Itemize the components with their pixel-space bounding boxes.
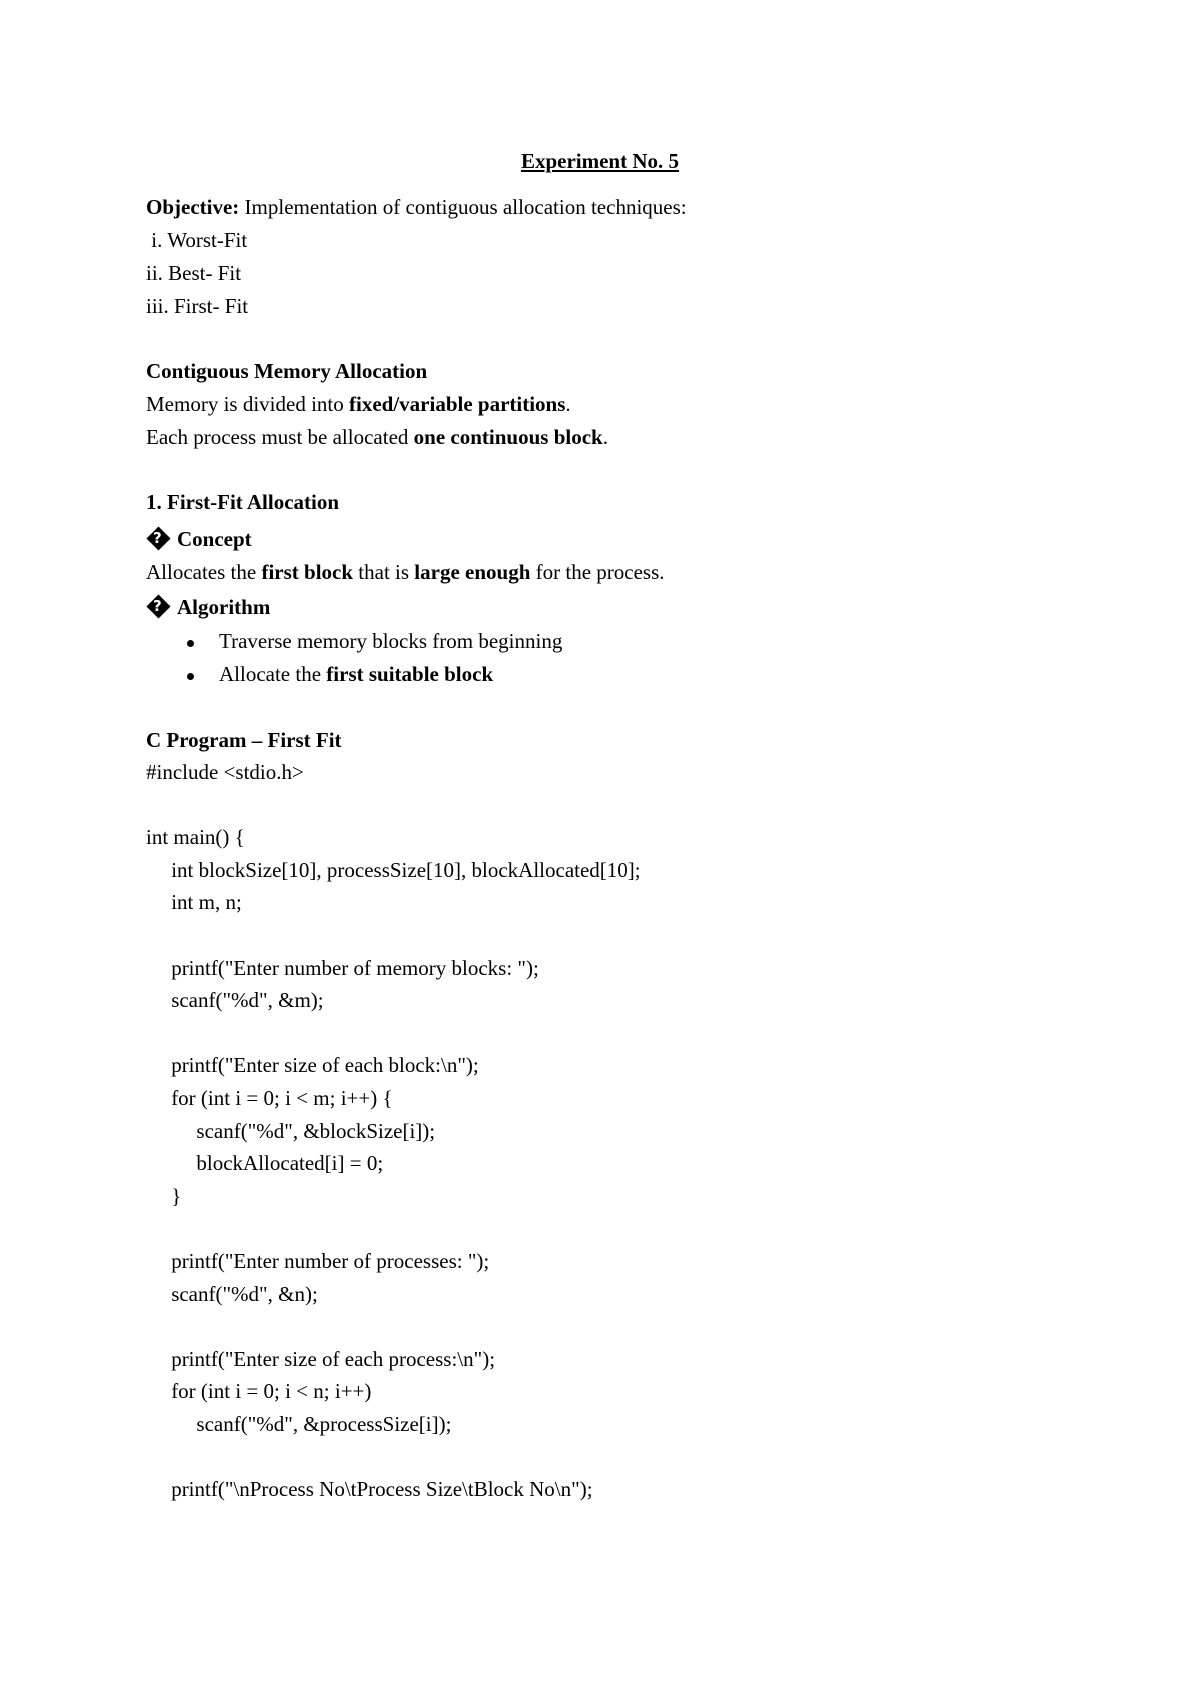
code-line: scanf("%d", &n);	[171, 1281, 318, 1306]
diamond-icon	[146, 594, 170, 618]
contiguous-line-2	[146, 424, 608, 450]
code-line: for (int i = 0; i < n; i++)	[171, 1379, 372, 1404]
contiguous-line-2-bold: one continuous block	[413, 425, 603, 449]
objective-text: Implementation of contiguous allocation techniques:	[239, 195, 687, 219]
contiguous-line-2-pre: Each process must be allocated	[146, 425, 414, 449]
objective-item-1: i. Worst-Fit	[146, 228, 248, 252]
algorithm-bullet-2	[219, 661, 493, 687]
code-line: int m, n;	[171, 890, 242, 915]
code-line: printf("\nProcess No\tProcess Size\tBlock No\n");	[171, 1477, 593, 1502]
concept-heading	[146, 526, 252, 552]
contiguous-heading: Contiguous Memory Allocation	[146, 359, 428, 383]
concept-mid: that is	[353, 560, 415, 584]
concept-bold-1: first block	[261, 560, 354, 584]
contiguous-line-1	[146, 391, 571, 417]
code-line: blockAllocated[i] = 0;	[196, 1151, 384, 1176]
contiguous-line-1-bold: fixed/variable partitions	[349, 392, 566, 416]
contiguous-line-2-post: .	[602, 425, 608, 449]
diamond-icon	[146, 526, 170, 550]
bullet-2-pre: Allocate the	[219, 662, 327, 686]
code-line: for (int i = 0; i < m; i++) {	[171, 1086, 393, 1110]
code-line: scanf("%d", &m);	[171, 988, 324, 1013]
objective-label: Objective:	[146, 195, 240, 219]
first-fit-heading: 1. First-Fit Allocation	[146, 490, 340, 514]
bullet-icon	[187, 673, 194, 680]
algorithm-bullet-1: Traverse memory blocks from beginning	[219, 629, 563, 653]
code-line: printf("Enter size of each process:\n");	[171, 1346, 496, 1371]
concept-bold-2: large enough	[414, 560, 531, 584]
code-line: #include <stdio.h>	[146, 760, 304, 784]
program-heading: C Program – First Fit	[146, 728, 342, 752]
code-line: int main() {	[146, 825, 245, 850]
code-line: printf("Enter size of each block:\n");	[171, 1053, 479, 1078]
concept-text	[146, 559, 665, 585]
objective-line	[146, 194, 687, 220]
concept-label: Concept	[177, 527, 252, 551]
code-line: }	[171, 1183, 182, 1208]
code-line: scanf("%d", &processSize[i]);	[196, 1412, 452, 1436]
page-title: Experiment No. 5	[520, 149, 680, 173]
contiguous-line-1-pre: Memory is divided into	[146, 392, 349, 416]
code-line: printf("Enter number of memory blocks: ");	[171, 955, 539, 980]
contiguous-line-1-post: .	[565, 392, 571, 416]
objective-item-3: iii. First- Fit	[146, 294, 249, 318]
code-line: int blockSize[10], processSize[10], blockAllocated[10];	[171, 857, 641, 882]
code-line: scanf("%d", &blockSize[i]);	[196, 1118, 436, 1143]
bullet-2-bold: first suitable block	[326, 662, 494, 686]
bullet-icon	[187, 640, 194, 647]
algorithm-label: Algorithm	[177, 595, 271, 619]
code-line: printf("Enter number of processes: ");	[171, 1249, 490, 1273]
objective-item-2: ii. Best- Fit	[146, 261, 242, 285]
concept-post: for the process.	[530, 560, 665, 584]
algorithm-heading	[146, 594, 270, 620]
concept-pre: Allocates the	[146, 560, 262, 584]
